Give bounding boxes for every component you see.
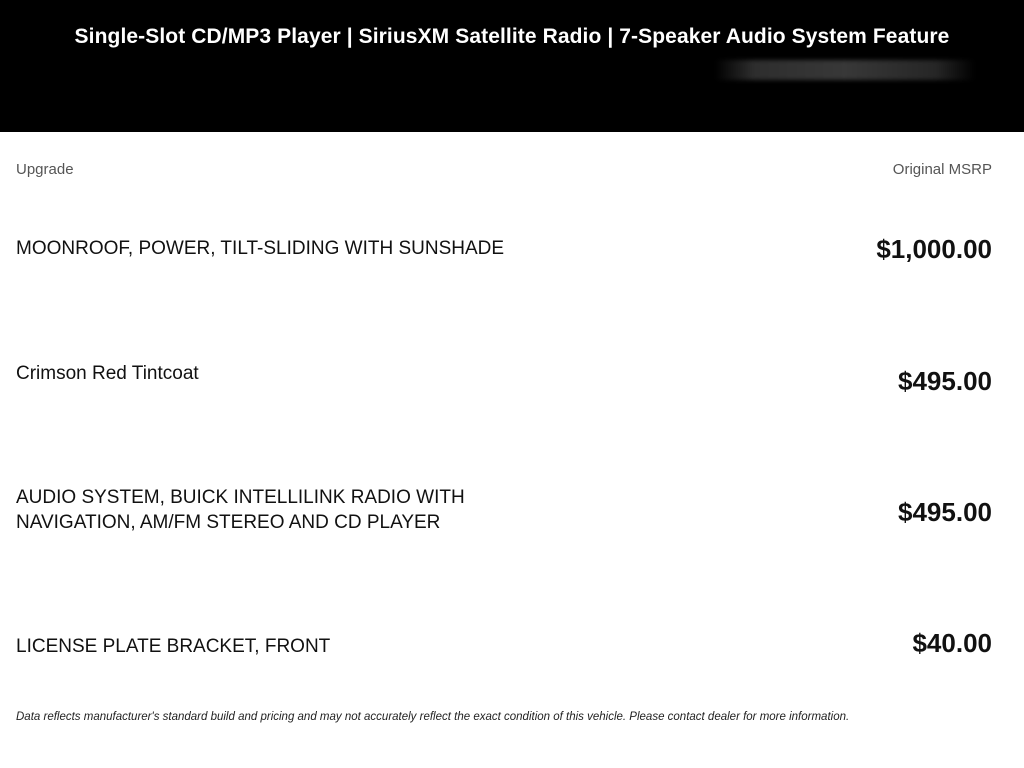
- upgrade-price: $1,000.00: [876, 234, 992, 264]
- upgrade-label: LICENSE PLATE BRACKET, FRONT: [16, 636, 331, 657]
- upgrade-price: $495.00: [898, 366, 992, 396]
- upgrade-price: $495.00: [898, 497, 992, 527]
- banner-obscured-text: [715, 60, 975, 80]
- upgrade-label: AUDIO SYSTEM, BUICK INTELLILINK RADIO WITH NAVIGATION, AM/FM STEREO AND CD PLAYER: [16, 487, 465, 533]
- upgrade-label: Crimson Red Tintcoat: [16, 363, 199, 384]
- banner-title: Single-Slot CD/MP3 Player | SiriusXM Satellite Radio | 7-Speaker Audio System Feature: [74, 25, 950, 48]
- upgrade-label: MOONROOF, POWER, TILT-SLIDING WITH SUNSHADE: [16, 238, 505, 259]
- feature-banner: [0, 0, 1024, 132]
- msrp-column-header: Original MSRP: [892, 161, 992, 178]
- upgrade-price: $40.00: [912, 628, 992, 658]
- upgrade-column-header: Upgrade: [16, 161, 74, 178]
- disclaimer-footnote: Data reflects manufacturer's standard build and pricing and may not accurately reflect the exact condition of this vehicle. Please contact dealer for more information.: [16, 711, 850, 723]
